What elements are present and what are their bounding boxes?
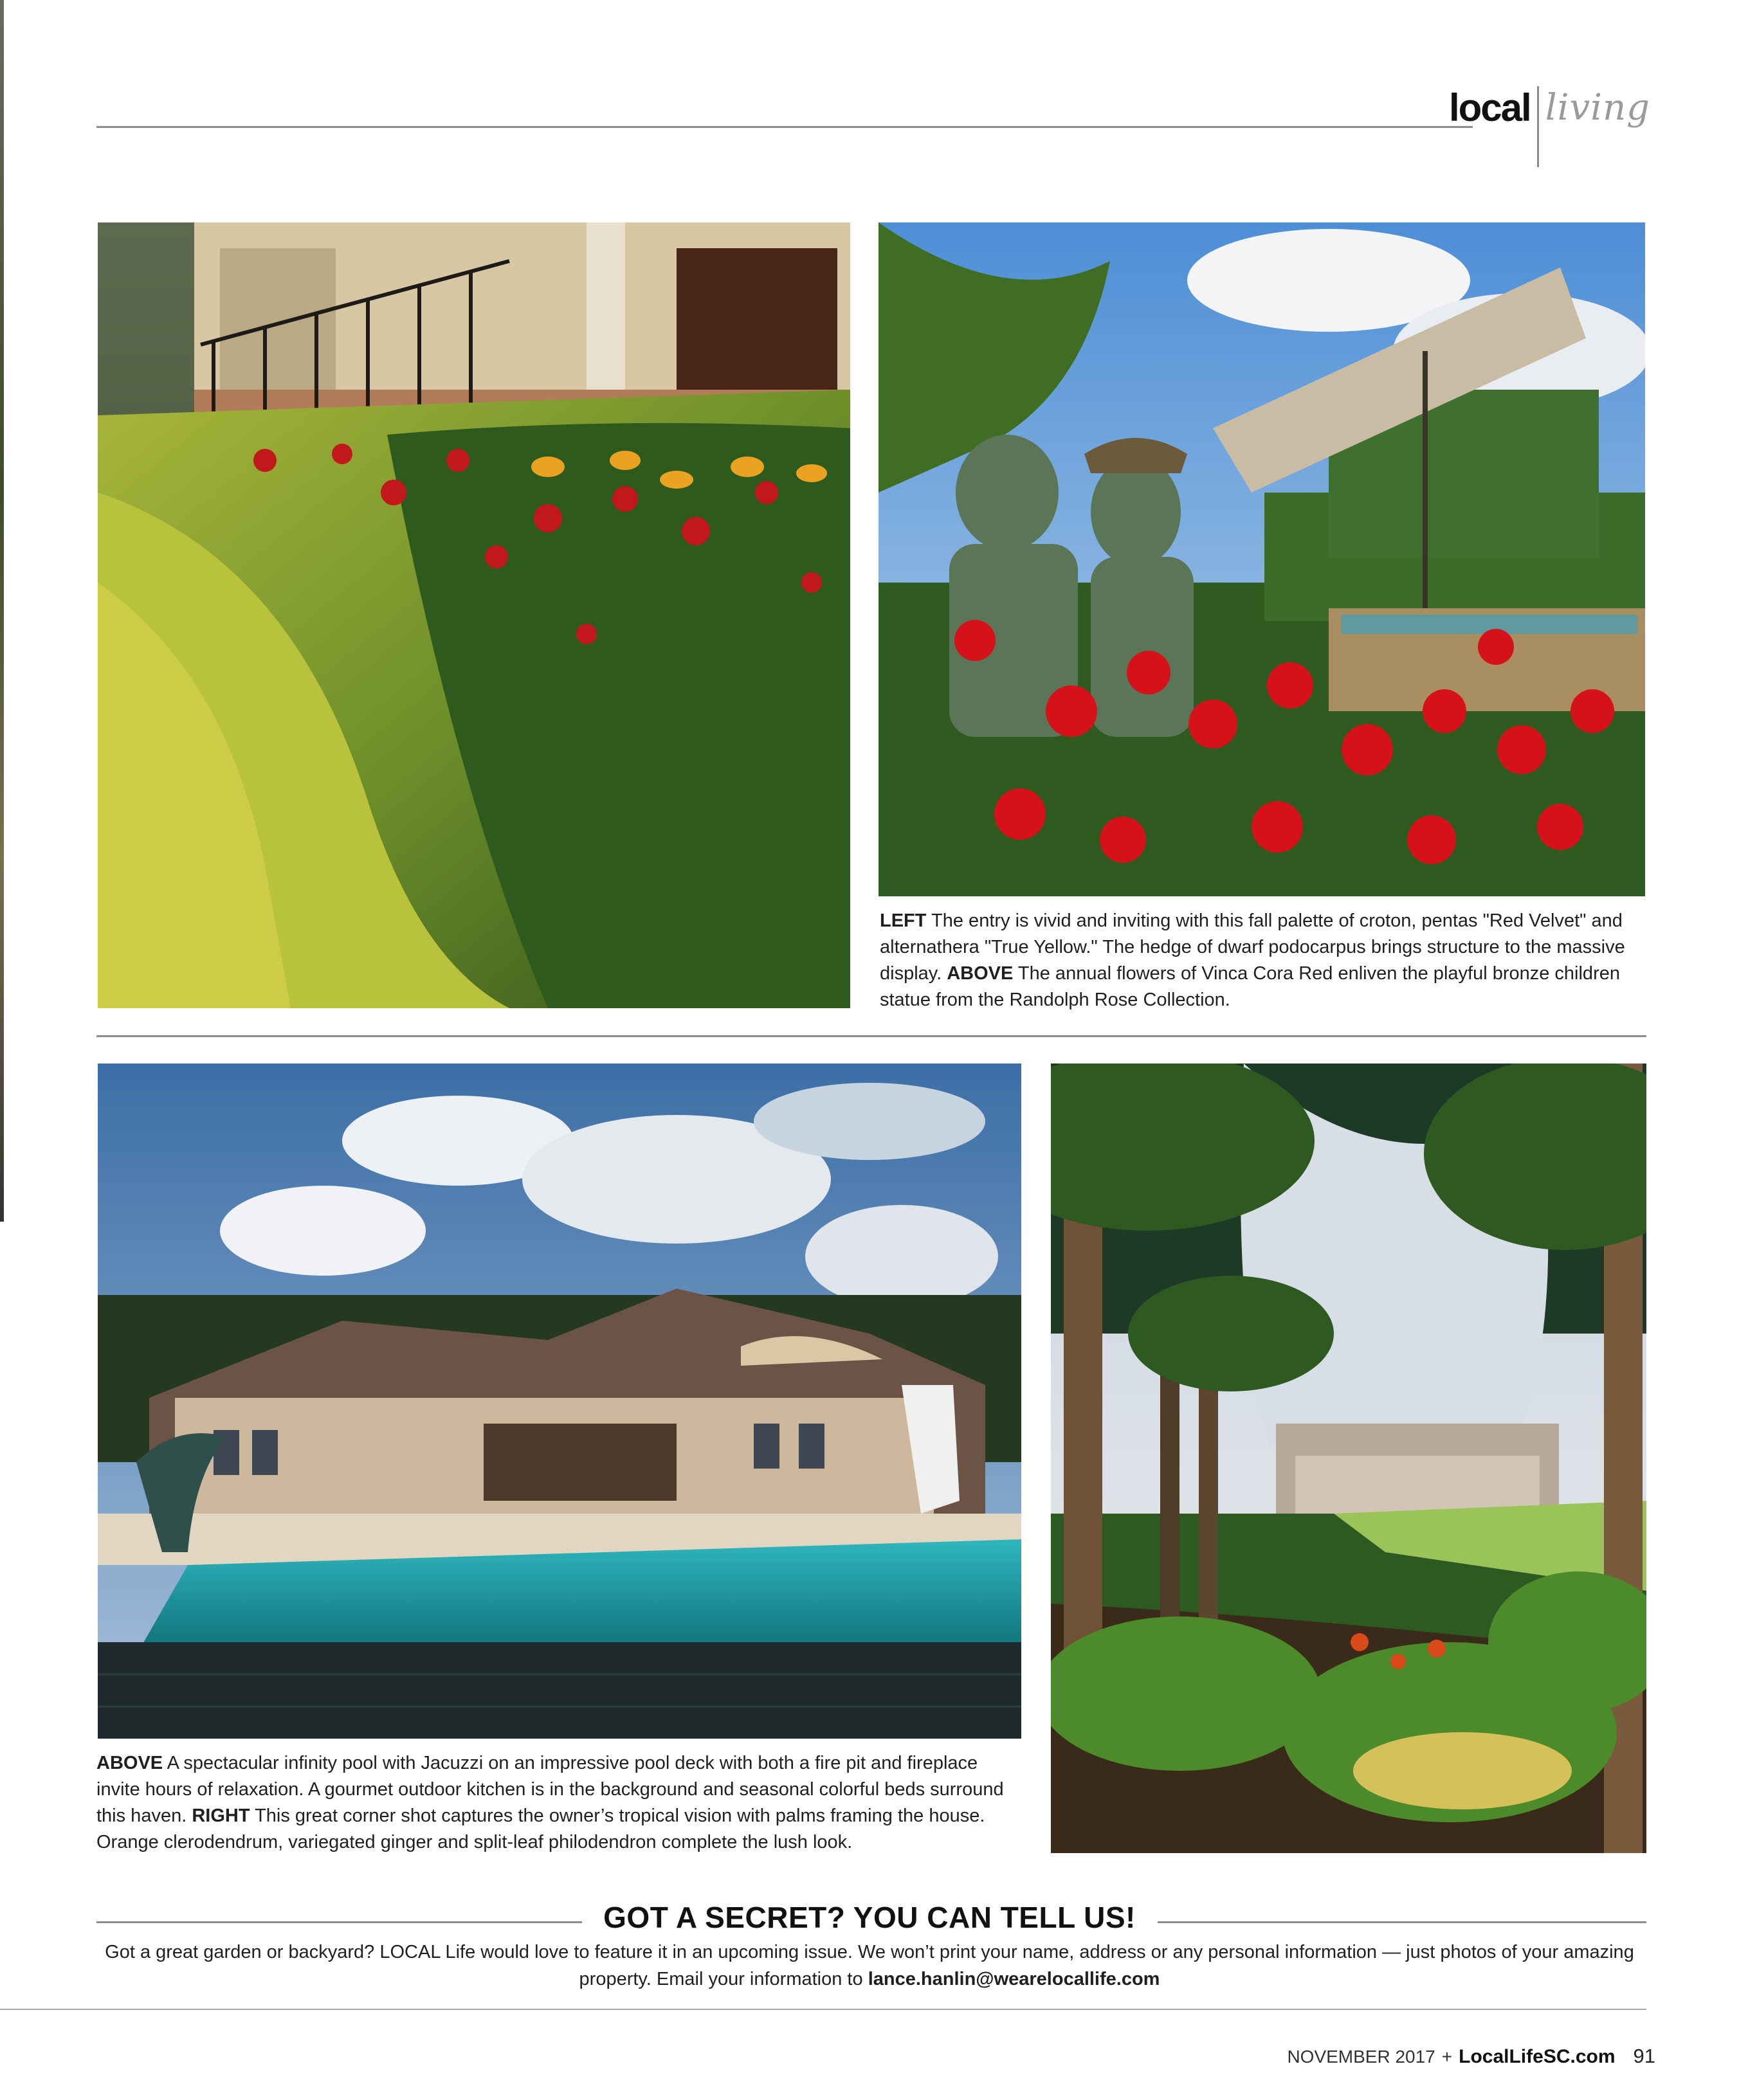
footer-site-link[interactable]: LocalLifeSC.com <box>1459 2046 1616 2067</box>
caption-text-right: This great corner shot captures the owner’s tropical vision with palms framing the house. Orange clerodendrum, variegated ginger and split-leaf philodendron complete the lush look. <box>96 1806 985 1852</box>
footer-rule <box>0 2009 1646 2010</box>
caption-bottom <box>96 1750 1023 1856</box>
brand-local: local <box>1448 86 1531 129</box>
footer-issue: NOVEMBER 2017 <box>1287 2047 1435 2067</box>
photo-entry-garden <box>98 222 850 1008</box>
brand-living: living <box>1545 87 1650 129</box>
page-edge-bleed <box>0 0 4 1222</box>
caption-label-above-2: ABOVE <box>96 1753 163 1773</box>
page-footer <box>1287 2045 1655 2068</box>
section-brand <box>1449 82 1650 166</box>
photo-bronze-statue <box>879 222 1645 896</box>
page-number: 91 <box>1633 2045 1655 2067</box>
photo-palms-framing-house <box>1051 1064 1646 1853</box>
caption-text-left: The entry is vivid and inviting with this fall palette of croton, pentas "Red Velvet" and alternathera "True Yellow." The hedge of dwarf podocarpus brings structure to the massive display. <box>880 910 1625 984</box>
caption-label-left: LEFT <box>880 910 927 931</box>
caption-text-above-2: A spectacular infinity pool with Jacuzzi on an impressive pool deck with both a fire pit and fireplace invite hours of relaxation. A gourmet outdoor kitchen is in the background and seasonal colorful beds surround this haven. <box>96 1753 1004 1826</box>
footer-separator: + <box>1441 2047 1453 2067</box>
promo-body-text: Got a great garden or backyard? LOCAL Life would love to feature it in an upcoming issue. We won’t print your name, address or any personal information — just photos of your amazing property. Email your information to <box>105 1942 1634 1989</box>
caption-label-above: ABOVE <box>947 963 1014 984</box>
promo-heading: GOT A SECRET? YOU CAN TELL US! <box>603 1901 1136 1934</box>
middle-rule <box>96 1035 1646 1037</box>
header-rule <box>96 126 1473 128</box>
promo-email-link[interactable]: lance.hanlin@wearelocallife.com <box>868 1969 1160 1989</box>
caption-top <box>880 908 1646 1013</box>
caption-label-right: RIGHT <box>192 1806 250 1826</box>
caption-text-above: The annual flowers of Vinca Cora Red enliven the playful bronze children statue from the Randolph Rose Collection. <box>880 963 1620 1010</box>
photo-infinity-pool <box>98 1064 1021 1739</box>
promo-body <box>96 1939 1643 1993</box>
